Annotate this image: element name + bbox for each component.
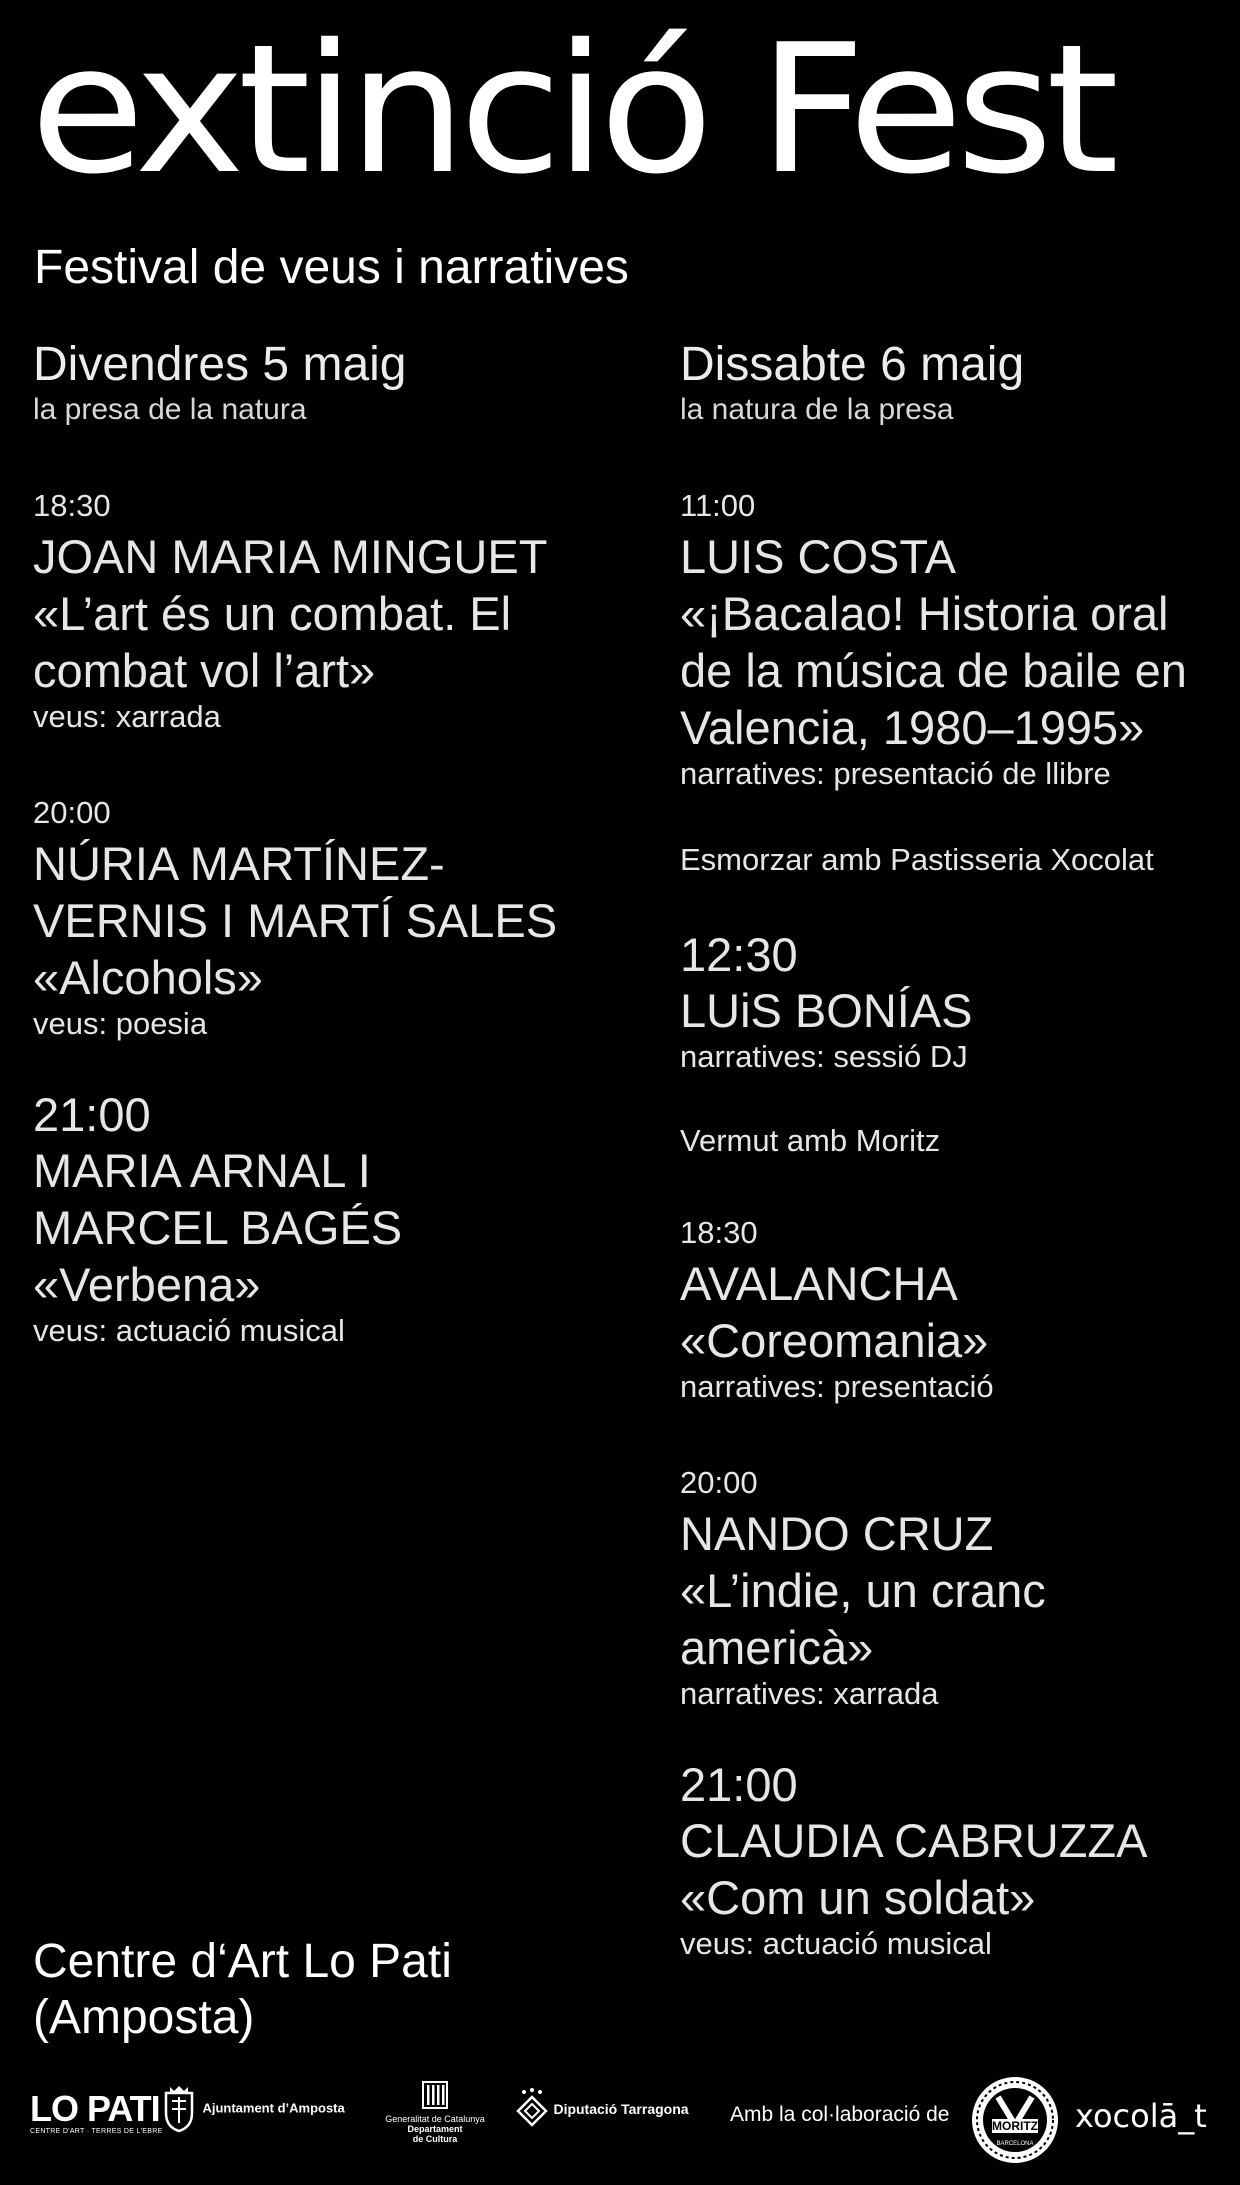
day-title: Divendres 5 maig <box>33 338 407 391</box>
venue <box>33 1934 452 2046</box>
event-time: 12:30 <box>680 928 798 981</box>
event-work: «Alcohols» <box>33 951 263 1004</box>
event-type: narratives: sessió DJ <box>680 1039 968 1074</box>
lo-pati-logo-subtext: CENTRE D'ART · TERRES DE L'EBRE <box>30 2128 163 2135</box>
event-artist: NANDO CRUZ <box>680 1507 994 1560</box>
venue-name: Centre d‘Art Lo Pati <box>33 1935 452 1988</box>
event-time: 18:30 <box>680 1215 758 1250</box>
lo-pati-logo-text: LO PATI <box>30 2088 160 2129</box>
event-note-breakfast: Esmorzar amb Pastisseria Xocolat <box>680 842 1154 877</box>
event-work: «¡Bacalao! Historia oral de la música de baile en Valencia, 1980–1995» <box>680 587 1187 754</box>
event-type: veus: actuació musical <box>33 1313 345 1348</box>
generalitat-logo <box>380 2081 490 2144</box>
diputacio-emblem-icon <box>515 2087 549 2131</box>
festival-title: extinció Fest <box>30 6 1112 213</box>
event-artist: JOAN MARIA MINGUET <box>33 530 548 583</box>
festival-subtitle: Festival de veus i narratives <box>34 241 629 294</box>
event-type: veus: xarrada <box>33 699 221 734</box>
collaboration-text: Amb la col·laboració de <box>730 2103 950 2126</box>
event-claudia-cabruzza <box>680 1758 1240 1962</box>
moritz-logo <box>970 2075 1060 2170</box>
venue-city: (Amposta) <box>33 1991 255 2044</box>
ajuntament-amposta-logo <box>160 2083 345 2133</box>
event-note-vermut: Vermut amb Moritz <box>680 1123 941 1158</box>
event-time: 20:00 <box>680 1465 758 1500</box>
event-time: 20:00 <box>33 795 111 830</box>
diputacio-tarragona-logo <box>515 2087 689 2131</box>
lo-pati-logo <box>30 2088 163 2136</box>
generalitat-text: Generalitat de Catalunya <box>385 2114 485 2124</box>
event-time: 21:00 <box>680 1758 798 1811</box>
event-time: 18:30 <box>33 488 111 523</box>
event-luis-costa <box>680 488 1240 792</box>
event-martinez-vernis-sales <box>33 795 623 1042</box>
event-arnal-bages <box>33 1088 623 1349</box>
event-artist: AVALANCHA <box>680 1257 958 1310</box>
event-type: narratives: presentació <box>680 1369 994 1404</box>
event-artist: NÚRIA MARTÍNEZ- VERNIS I MARTÍ SALES <box>33 837 558 947</box>
event-minguet <box>33 488 623 735</box>
amposta-crest-icon <box>160 2083 198 2133</box>
event-avalancha <box>680 1215 1240 1405</box>
ajuntament-amposta-text: Ajuntament d’Amposta <box>202 2100 345 2116</box>
event-type: veus: poesia <box>33 1006 208 1041</box>
sponsor-logos <box>30 2075 1220 2155</box>
day-column-friday <box>33 338 623 1349</box>
event-luis-bonias <box>680 928 1240 1075</box>
departament-text: Departament <box>407 2124 463 2134</box>
event-work: «Verbena» <box>33 1258 261 1311</box>
xocolat-logo: xocolā_t <box>1075 2097 1207 2135</box>
cultura-text: de Cultura <box>412 2134 458 2144</box>
event-time: 11:00 <box>680 488 756 523</box>
moritz-logo-text: MORITZ <box>992 2119 1038 2133</box>
day-column-saturday <box>680 338 1240 1962</box>
moritz-logo-subtext: BARCELONA <box>996 2141 1034 2147</box>
diputacio-tarragona-text: Diputació Tarragona <box>553 2101 689 2117</box>
day-title: Dissabte 6 maig <box>680 338 1025 391</box>
event-work: «Com un soldat» <box>680 1871 1036 1924</box>
day-theme: la presa de la natura <box>33 393 307 426</box>
event-artist: MARIA ARNAL I MARCEL BAGÉS <box>33 1144 403 1254</box>
event-type: narratives: xarrada <box>680 1676 939 1711</box>
event-work: «Coreomania» <box>680 1314 989 1367</box>
event-time: 21:00 <box>33 1088 151 1141</box>
event-work: «L’indie, un cranc americà» <box>680 1564 1046 1674</box>
event-work: «L’art és un combat. El combat vol l’art» <box>33 587 512 697</box>
event-type: veus: actuació musical <box>680 1926 992 1961</box>
event-artist: CLAUDIA CABRUZZA <box>680 1814 1148 1867</box>
day-theme: la natura de la presa <box>680 393 954 426</box>
generalitat-bars-icon <box>422 2081 448 2109</box>
event-type: narratives: presentació de llibre <box>680 756 1111 791</box>
event-artist: LUIS COSTA <box>680 530 956 583</box>
event-artist: LUiS BONÍAS <box>680 984 973 1037</box>
event-nando-cruz <box>680 1465 1240 1712</box>
moritz-badge-icon <box>970 2075 1060 2165</box>
